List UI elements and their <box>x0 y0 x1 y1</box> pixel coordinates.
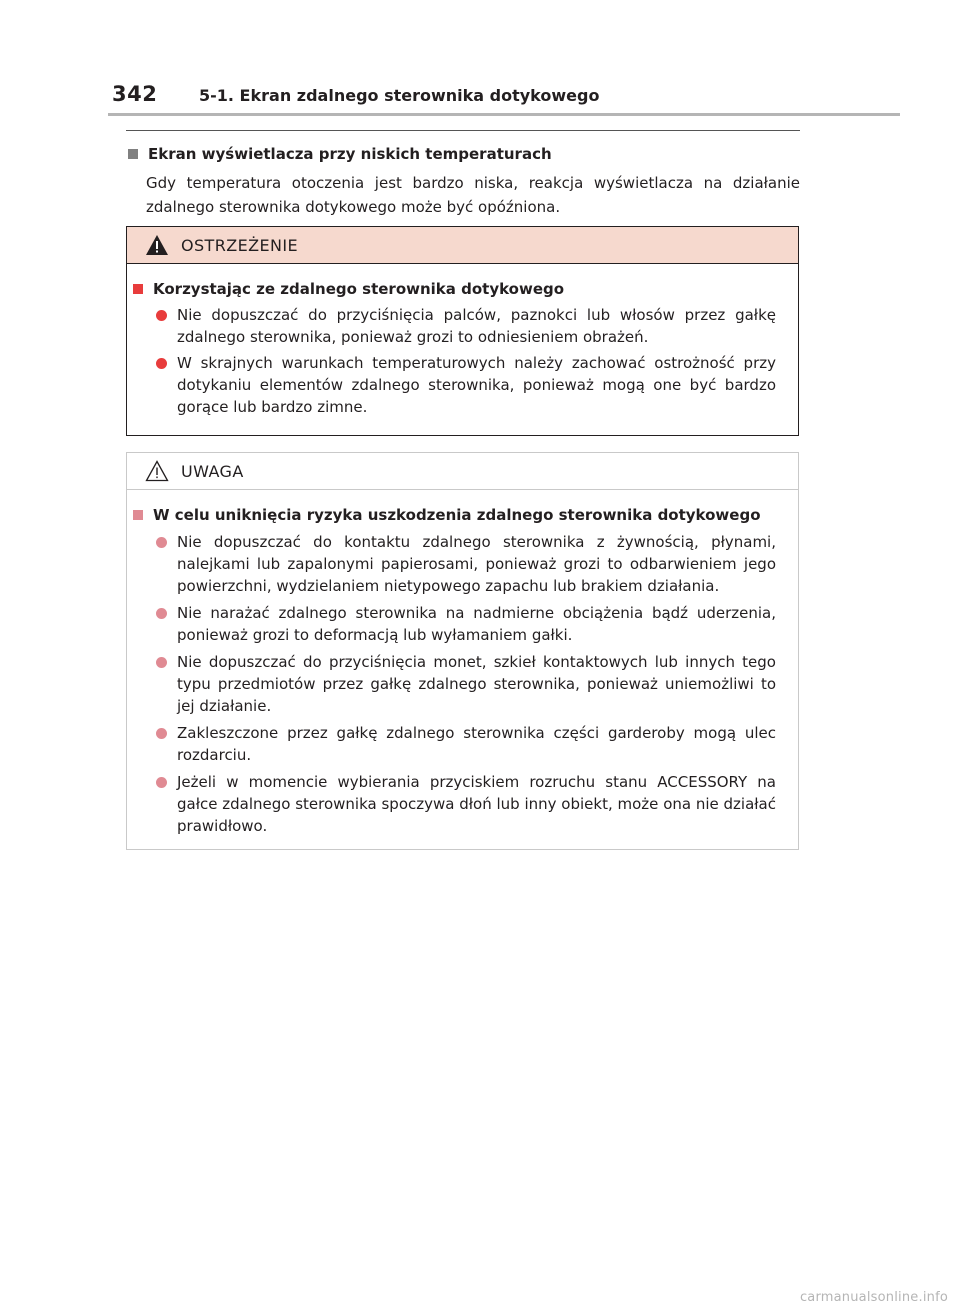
intro-paragraph: Gdy temperatura otoczenia jest bardzo niska, reakcja wyświetlacza na działanie zdalnego sterownika dotykowego może być opóźniona. <box>146 174 800 216</box>
caution-box <box>126 452 799 850</box>
intro-section <box>126 143 800 219</box>
section-title: 5-1. Ekran zdalnego sterownika dotykowego <box>199 86 600 105</box>
list-item-text: Nie narażać zdalnego sterownika na nadmierne obciążenia bądź uderzenia, ponieważ grozi to deformacją lub wyłamaniem gałki. <box>177 604 776 644</box>
warning-box-body <box>127 264 798 418</box>
warning-box <box>126 226 799 436</box>
list-item-text: Jeżeli w momencie wybierania przyciskiem rozruchu stanu ACCESSORY na gałce zdalnego sterownika spoczywa dłoń lub inny obiekt, może ona nie działać prawidłowo. <box>177 773 776 835</box>
round-bullet-icon <box>156 608 167 619</box>
round-bullet-icon <box>156 537 167 548</box>
round-bullet-icon <box>156 777 167 788</box>
list-item <box>131 352 776 418</box>
caution-box-header <box>127 453 798 490</box>
page-number: 342 <box>112 82 158 106</box>
intro-heading: Ekran wyświetlacza przy niskich temperaturach <box>148 145 552 163</box>
warning-heading: Korzystając ze zdalnego sterownika dotykowego <box>153 280 565 298</box>
list-item-text: W skrajnych warunkach temperaturowych należy zachować ostrożność przy dotykaniu elementów zdalnego sterownika, ponieważ mogą one być bardzo gorące lub bardzo zimne. <box>177 354 776 416</box>
caution-label: UWAGA <box>181 461 244 481</box>
warning-label: OSTRZEŻENIE <box>181 235 298 255</box>
site-watermark: carmanualsonline.info <box>799 1290 948 1305</box>
round-bullet-icon <box>156 310 167 321</box>
list-item <box>131 722 776 766</box>
list-item-text: Nie dopuszczać do przyciśnięcia palców, paznokci lub włosów przez gałkę zdalnego sterownika, ponieważ grozi to odniesieniem obrażeń. <box>177 306 776 346</box>
list-item-text: Nie dopuszczać do przyciśnięcia monet, szkieł kontaktowych lub innych tego typu przedmiotów przez gałkę zdalnego sterownika, ponieważ uniemożliwi to jej działanie. <box>177 653 776 715</box>
warning-box-header <box>127 227 798 264</box>
caution-triangle-icon <box>145 460 169 482</box>
list-item <box>131 602 776 646</box>
page-header <box>0 0 960 118</box>
round-bullet-icon <box>156 728 167 739</box>
list-item <box>131 304 776 348</box>
round-bullet-icon <box>156 358 167 369</box>
warning-triangle-icon <box>145 234 169 256</box>
square-bullet-icon <box>133 510 143 520</box>
list-item-text: Nie dopuszczać do kontaktu zdalnego sterownika z żywnością, płynami, nalejkami lub zapalonymi papierosami, ponieważ grozi to odbarwieniem jego powierzchni, wydzielaniem nietypowego zapachu lub brakiem działania. <box>177 533 776 595</box>
header-divider <box>108 113 900 116</box>
intro-divider <box>126 130 800 131</box>
intro-heading-row <box>126 143 800 165</box>
list-item <box>131 651 776 717</box>
list-item <box>131 771 776 837</box>
list-item-text: Zakleszczone przez gałkę zdalnego sterownika części garderoby mogą ulec rozdarciu. <box>177 724 776 764</box>
round-bullet-icon <box>156 657 167 668</box>
warning-heading-row <box>131 278 776 300</box>
caution-box-body <box>127 490 798 837</box>
list-item <box>131 531 776 597</box>
square-bullet-icon <box>128 149 138 159</box>
caution-heading: W celu uniknięcia ryzyka uszkodzenia zdalnego sterownika dotykowego <box>153 506 761 524</box>
caution-heading-row <box>131 504 776 526</box>
square-bullet-icon <box>133 284 143 294</box>
